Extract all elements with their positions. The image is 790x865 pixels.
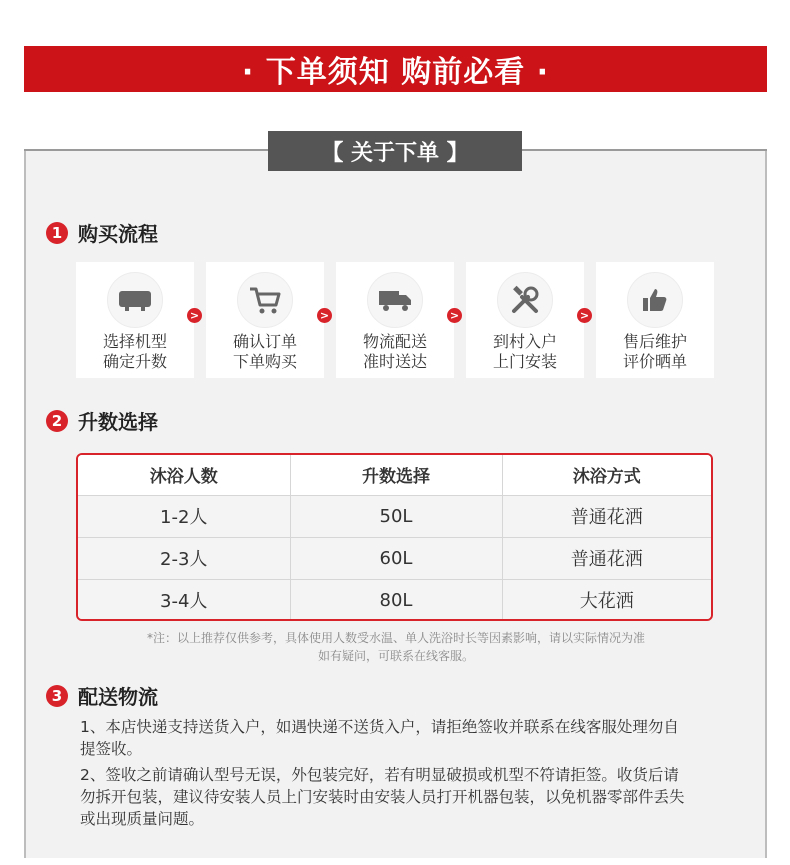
process-heading: [46, 218, 158, 247]
capacity-title: 升数选择: [78, 410, 158, 434]
water-heater-icon: [107, 272, 163, 328]
note-line2: 如有疑问，可联系在线客服。: [317, 649, 474, 663]
arrow-icon: >: [187, 308, 202, 323]
table-cell: 2-3人: [78, 537, 290, 579]
capacity-number-badge: 2: [46, 410, 68, 432]
delivery-paragraph-2: 2、签收之前请确认型号无误，外包装完好，若有明显破损或机型不符请拒签。收货后请勿拆开包装，建议待安装人员上门安装时由安装人员打开机器包装，以免机器零部件丢失或出现质量问题。: [80, 766, 685, 828]
process-number-badge: 1: [46, 222, 68, 244]
step-line2: 评价晒单: [622, 352, 687, 371]
step-line1: 确认订单: [232, 332, 297, 351]
capacity-heading: [46, 406, 158, 435]
process-steps: [76, 262, 716, 378]
cart-icon: [237, 272, 293, 328]
step-line1: 选择机型: [102, 332, 167, 351]
table-header-row: [78, 455, 711, 495]
thumbs-up-icon: [627, 272, 683, 328]
step-line2: 确定升数: [102, 352, 167, 371]
table-row: [78, 579, 711, 621]
step-confirm-order: [206, 262, 324, 378]
table-cell: 50L: [290, 495, 502, 537]
table-cell: 普通花洒: [502, 537, 711, 579]
step-choose-model: [76, 262, 194, 378]
table-row: [78, 537, 711, 579]
delivery-heading: [46, 681, 158, 710]
step-line2: 准时送达: [362, 352, 427, 371]
banner-title: · 下单须知 购前必看 ·: [241, 55, 550, 90]
step-installation: [466, 262, 584, 378]
arrow-icon: >: [317, 308, 332, 323]
delivery-paragraph-1: 1、本店快递支持送货入户，如遇快递不送货入户，请拒绝签收并联系在线客服处理勿自提签收。: [80, 718, 679, 758]
step-line2: 上门安装: [492, 352, 557, 371]
capacity-note: [96, 629, 696, 665]
delivery-number-badge: 3: [46, 685, 68, 707]
step-line1: 物流配送: [362, 332, 427, 351]
table-header-cell: 升数选择: [290, 455, 502, 495]
tools-icon: [497, 272, 553, 328]
note-line1: *注：以上推荐仅供参考，具体使用人数受水温、单人洗浴时长等因素影响，请以实际情况为准: [146, 631, 645, 645]
table-header-cell: 沐浴方式: [502, 455, 711, 495]
step-line2: 下单购买: [232, 352, 297, 371]
step-logistics: [336, 262, 454, 378]
table-cell: 1-2人: [78, 495, 290, 537]
table-cell: 3-4人: [78, 579, 290, 621]
delivery-title: 配送物流: [78, 685, 158, 709]
table-cell: 普通花洒: [502, 495, 711, 537]
capacity-table: [76, 453, 713, 621]
table-cell: 80L: [290, 579, 502, 621]
table-cell: 60L: [290, 537, 502, 579]
process-title: 购买流程: [78, 222, 158, 246]
step-line1: 售后维护: [622, 332, 687, 351]
step-line1: 到村入户: [492, 332, 557, 351]
arrow-icon: >: [577, 308, 592, 323]
arrow-icon: >: [447, 308, 462, 323]
table-row: [78, 495, 711, 537]
section-tag-label: 【 关于下单 】: [321, 140, 469, 166]
header-banner: [24, 46, 767, 92]
section-tag: [268, 131, 522, 171]
truck-icon: [367, 272, 423, 328]
table-header-cell: 沐浴人数: [78, 455, 290, 495]
table-cell: 大花洒: [502, 579, 711, 621]
step-after-sales: [596, 262, 714, 378]
